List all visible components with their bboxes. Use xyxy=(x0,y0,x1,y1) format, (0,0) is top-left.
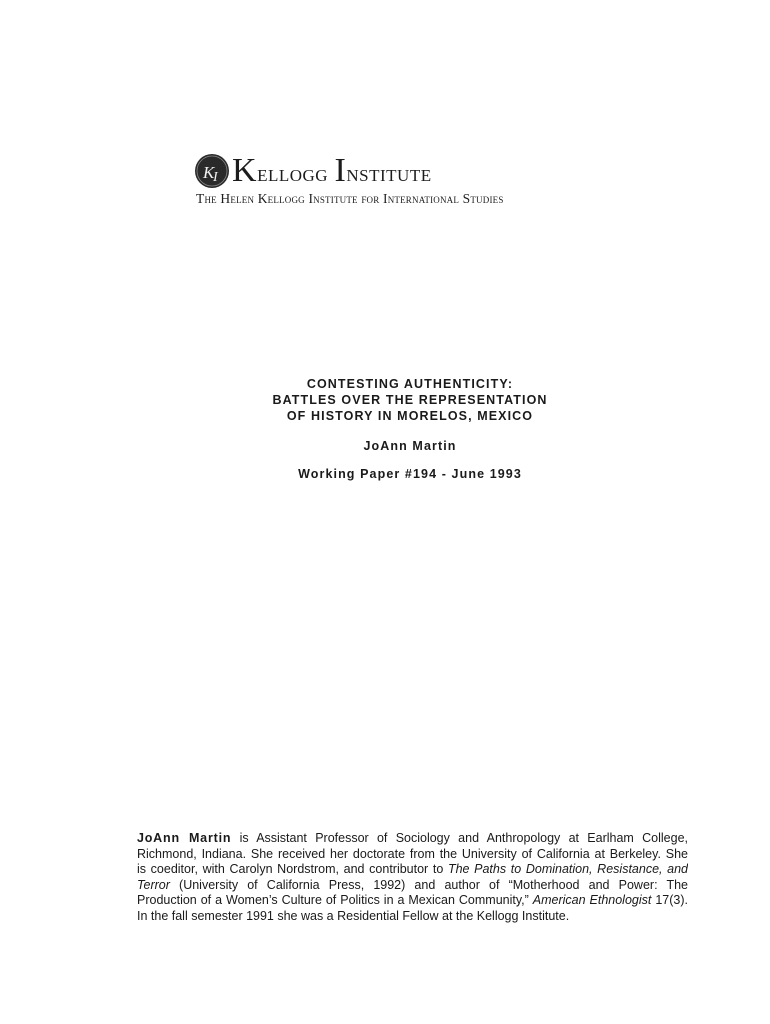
bio-line-4 xyxy=(137,878,688,894)
bio-line-5-volume: 17(3). xyxy=(651,893,688,907)
bio-author-name: JoAnn Martin xyxy=(137,831,232,845)
author-bio xyxy=(137,831,688,924)
kellogg-emblem-icon xyxy=(193,152,231,190)
logo-title-word-1: ellogg xyxy=(257,161,329,187)
author-name: JoAnn Martin xyxy=(363,439,457,453)
bio-line-2: Richmond, Indiana. She received her doctorate from the University of California at Berkeley. She xyxy=(137,846,688,861)
bio-line-6: In the fall semester 1991 she was a Residential Fellow at the Kellogg Institute. xyxy=(137,908,570,923)
logo-title xyxy=(232,154,432,190)
logo-subtitle: The Helen Kellogg Institute for International Studies xyxy=(196,191,504,206)
bio-journal-title: American Ethnologist xyxy=(532,893,652,907)
bio-line-5-text: Production of a Women’s Culture of Politics in a Mexican Community,” xyxy=(137,893,533,907)
title-block xyxy=(210,376,610,482)
logo-title-cap-k: K xyxy=(232,152,258,189)
institute-logo xyxy=(193,148,593,207)
title-line-2: BATTLES OVER THE REPRESENTATION xyxy=(272,393,548,407)
bio-book-title-part-2: Terror xyxy=(137,877,170,892)
title-line-1: CONTESTING AUTHENTICITY: xyxy=(306,377,514,391)
bio-line-1 xyxy=(137,831,688,847)
logo-title-cap-i: I xyxy=(334,152,347,189)
bio-line-3-text: is coeditor, with Carolyn Nordstrom, and contributor to xyxy=(137,862,448,876)
working-paper-info: Working Paper #194 - June 1993 xyxy=(298,467,522,481)
bio-line-4-text: (University of California Press, 1992) and author of “Motherhood and Power: The xyxy=(169,877,688,892)
logo-row xyxy=(193,148,593,190)
bio-book-title-part-1: The Paths to Domination, Resistance, and xyxy=(447,862,688,876)
bio-line-5 xyxy=(137,893,688,909)
bio-line-3 xyxy=(137,862,688,878)
svg-text:I: I xyxy=(213,170,218,185)
svg-text:K: K xyxy=(203,163,215,182)
title-line-3: OF HISTORY IN MORELOS, MEXICO xyxy=(286,409,534,423)
logo-title-word-2: nstitute xyxy=(346,161,432,187)
bio-line-1-text: is Assistant Professor of Sociology and Anthropology at Earlham College, xyxy=(231,831,688,845)
